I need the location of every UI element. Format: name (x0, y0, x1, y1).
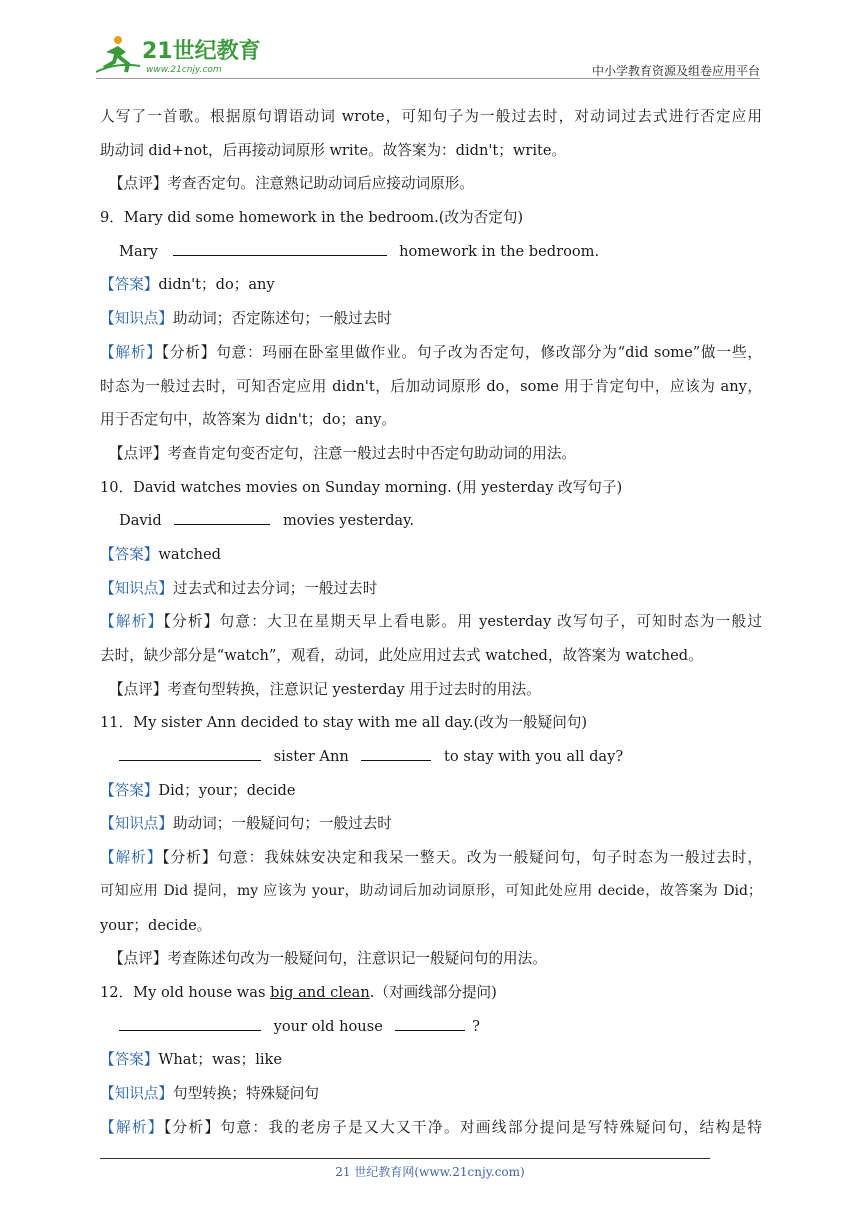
document-body (100, 100, 762, 1144)
knowledge-line: 【知识点】过去式和过去分词；一般过去时 (100, 579, 378, 597)
analysis-line: 【解析】【分析】句意：我的老房子是又大又干净。对画线部分提问是写特殊疑问句，结构是特 (100, 1118, 762, 1136)
question-10-blank-line: David movies yesterday. (119, 512, 415, 530)
analysis-tag: 【解析】 (100, 613, 164, 631)
analysis-tag: 【解析】 (100, 849, 163, 867)
analysis-line: 去时，缺少部分是“watch”，观看，动词，此处应用过去式 watched，故答案为 watched。 (100, 647, 703, 664)
runner-icon (96, 36, 140, 72)
knowledge-line: 【知识点】助动词；否定陈述句；一般过去时 (100, 310, 392, 328)
question-10: 10．David watches movies on Sunday morning. (用 yesterday 改写句子) (100, 478, 623, 496)
answer-blank[interactable] (174, 510, 270, 525)
page-footer: 21 世纪教育网(www.21cnjy.com) (335, 1165, 525, 1179)
text-line: 助动词 did+not，后再接动词原形 write。故答案为：didn't；write。 (100, 141, 567, 159)
analysis-line: 【解析】【分析】句意：玛丽在卧室里做作业。句子改为否定句，修改部分为“did some”做一些， (100, 343, 762, 361)
logo (96, 32, 266, 76)
knowledge-tag: 【知识点】 (100, 310, 173, 328)
analysis-line: 【解析】【分析】句意：大卫在星期天早上看电影。用 yesterday 改写句子，可知时态为一般过 (100, 613, 762, 631)
review-line: 【点评】考查句型转换，注意识记 yesterday 用于过去时的用法。 (109, 680, 541, 698)
question-12-blank-line: your old house ? (100, 1010, 762, 1044)
question-11: 11．My sister Ann decided to stay with me all day.(改为一般疑问句) (100, 714, 588, 732)
platform-name: 中小学教育资源及组卷应用平台 (591, 64, 760, 78)
analysis-line: 【解析】【分析】句意：我妹妹安决定和我呆一整天。改为一般疑问句，句子时态为一般过去时， (100, 849, 762, 867)
knowledge-line: 【知识点】助动词；一般疑问句；一般过去时 (100, 815, 392, 833)
knowledge-tag: 【知识点】 (100, 815, 173, 833)
review-line: 【点评】考查否定句。注意熟记助动词后应接动词原形。 (109, 175, 474, 193)
header-divider (96, 78, 760, 79)
answer-tag: 【答案】 (100, 545, 159, 563)
analysis-line: 可知应用 Did 提问，my 应该为 your，助动词后加动词原形，可知此处应用 decide，故答案为 Did； (100, 882, 762, 899)
page-header (96, 30, 760, 80)
question-11-blank-line: sister Ann to stay with you all day? (100, 740, 762, 774)
answer-line: 【答案】didn't；do；any (100, 276, 275, 294)
question-9-blank-line: Mary homework in the bedroom. (119, 242, 600, 260)
answer-blank[interactable] (173, 241, 387, 256)
footer-divider (100, 1158, 710, 1159)
knowledge-tag: 【知识点】 (100, 1084, 173, 1102)
answer-line: 【答案】Did；your；decide (100, 781, 296, 799)
answer-tag: 【答案】 (100, 781, 159, 799)
analysis-line: your；decide。 (100, 916, 212, 934)
review-line: 【点评】考查陈述句改为一般疑问句，注意识记一般疑问句的用法。 (109, 950, 547, 968)
logo-url: www.21cnjy.com (146, 65, 222, 75)
answer-line: 【答案】watched (100, 545, 221, 563)
question-12: 12．My old house was big and clean.（对画线部分提问) (100, 983, 497, 1001)
analysis-line: 时态为一般过去时，可知否定应用 didn't，后加动词原形 do，some 用于肯定句中，应该为 any， (100, 377, 762, 395)
logo-text: 21世纪教育 (142, 39, 261, 64)
review-line: 【点评】考查肯定句变否定句，注意一般过去时中否定句助动词的用法。 (109, 444, 577, 462)
answer-blank[interactable] (361, 746, 431, 761)
analysis-tag: 【解析】 (100, 1118, 164, 1136)
analysis-line: 用于否定句中，故答案为 didn't；do；any。 (100, 411, 397, 429)
answer-line: 【答案】What；was；like (100, 1051, 283, 1069)
text-line: 人写了一首歌。根据原句谓语动词 wrote，可知句子为一般过去时，对动词过去式进行否定应用 (100, 108, 762, 125)
analysis-tag: 【解析】 (100, 343, 162, 361)
answer-tag: 【答案】 (100, 1051, 159, 1069)
answer-blank[interactable] (395, 1016, 465, 1031)
question-9: 9．Mary did some homework in the bedroom.(改为否定句) (100, 209, 524, 227)
answer-blank[interactable] (119, 1016, 261, 1031)
underlined-phrase: big and clean (270, 983, 370, 1001)
knowledge-line: 【知识点】句型转换；特殊疑问句 (100, 1084, 319, 1102)
answer-tag: 【答案】 (100, 276, 159, 294)
knowledge-tag: 【知识点】 (100, 579, 173, 597)
answer-blank[interactable] (119, 746, 261, 761)
